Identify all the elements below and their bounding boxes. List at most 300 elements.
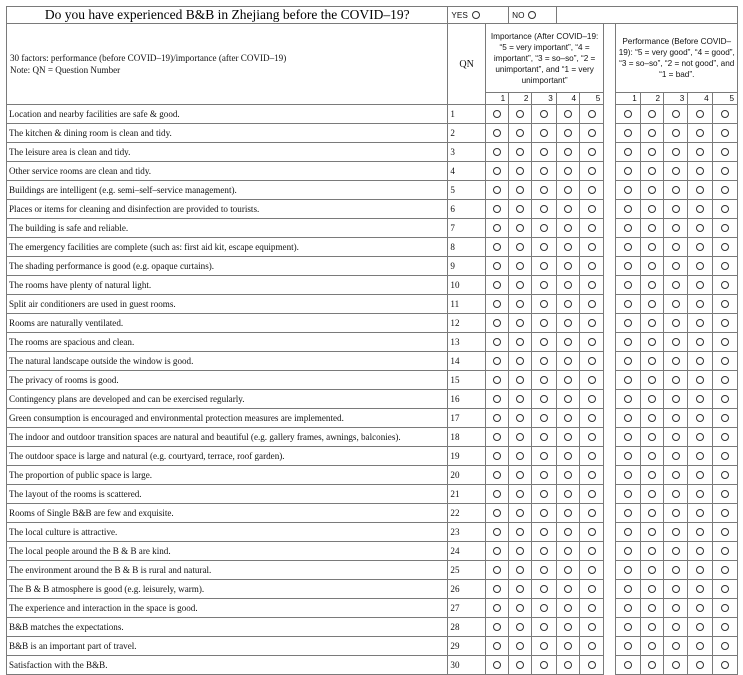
performance-rating-3-cell[interactable] — [664, 219, 688, 238]
importance-rating-5-cell[interactable] — [580, 390, 604, 409]
importance-rating-2-cell[interactable] — [509, 314, 532, 333]
performance-rating-2-radio[interactable] — [648, 148, 656, 156]
importance-rating-1-cell[interactable] — [485, 143, 508, 162]
importance-rating-1-cell[interactable] — [485, 333, 508, 352]
importance-rating-2-radio[interactable] — [516, 186, 524, 194]
performance-rating-2-radio[interactable] — [648, 167, 656, 175]
importance-rating-2-cell[interactable] — [509, 542, 532, 561]
importance-rating-3-radio[interactable] — [540, 547, 548, 555]
importance-rating-2-radio[interactable] — [516, 642, 524, 650]
importance-rating-1-radio[interactable] — [493, 110, 501, 118]
performance-rating-1-radio[interactable] — [624, 452, 632, 460]
importance-rating-4-radio[interactable] — [564, 490, 572, 498]
importance-rating-5-radio[interactable] — [588, 224, 596, 232]
importance-rating-5-cell[interactable] — [580, 599, 604, 618]
importance-rating-2-cell[interactable] — [509, 333, 532, 352]
performance-rating-1-cell[interactable] — [616, 409, 640, 428]
performance-rating-3-cell[interactable] — [664, 656, 688, 675]
importance-rating-4-cell[interactable] — [556, 485, 579, 504]
importance-rating-4-cell[interactable] — [556, 580, 579, 599]
performance-rating-2-cell[interactable] — [640, 466, 663, 485]
importance-rating-5-cell[interactable] — [580, 124, 604, 143]
performance-rating-2-radio[interactable] — [648, 452, 656, 460]
importance-rating-5-radio[interactable] — [588, 414, 596, 422]
performance-rating-2-radio[interactable] — [648, 490, 656, 498]
importance-rating-1-radio[interactable] — [493, 300, 501, 308]
performance-rating-1-cell[interactable] — [616, 561, 640, 580]
importance-rating-3-cell[interactable] — [532, 352, 556, 371]
performance-rating-5-radio[interactable] — [721, 186, 729, 194]
performance-rating-5-cell[interactable] — [712, 561, 737, 580]
importance-rating-5-cell[interactable] — [580, 238, 604, 257]
importance-rating-5-cell[interactable] — [580, 276, 604, 295]
performance-rating-3-cell[interactable] — [664, 295, 688, 314]
performance-rating-3-cell[interactable] — [664, 124, 688, 143]
yes-option[interactable] — [448, 7, 509, 24]
importance-rating-5-radio[interactable] — [588, 566, 596, 574]
performance-rating-4-radio[interactable] — [696, 471, 704, 479]
importance-rating-1-radio[interactable] — [493, 262, 501, 270]
importance-rating-2-radio[interactable] — [516, 110, 524, 118]
performance-rating-2-radio[interactable] — [648, 300, 656, 308]
performance-rating-5-cell[interactable] — [712, 447, 737, 466]
performance-rating-3-radio[interactable] — [672, 205, 680, 213]
importance-rating-5-cell[interactable] — [580, 504, 604, 523]
performance-rating-3-cell[interactable] — [664, 542, 688, 561]
importance-rating-3-cell[interactable] — [532, 105, 556, 124]
performance-rating-5-radio[interactable] — [721, 167, 729, 175]
performance-rating-1-cell[interactable] — [616, 105, 640, 124]
importance-rating-3-radio[interactable] — [540, 167, 548, 175]
performance-rating-4-cell[interactable] — [688, 295, 712, 314]
performance-rating-4-radio[interactable] — [696, 509, 704, 517]
importance-rating-5-radio[interactable] — [588, 471, 596, 479]
performance-rating-4-cell[interactable] — [688, 219, 712, 238]
importance-rating-3-cell[interactable] — [532, 143, 556, 162]
performance-rating-5-radio[interactable] — [721, 376, 729, 384]
performance-rating-4-cell[interactable] — [688, 143, 712, 162]
importance-rating-5-cell[interactable] — [580, 523, 604, 542]
performance-rating-4-cell[interactable] — [688, 333, 712, 352]
importance-rating-3-radio[interactable] — [540, 338, 548, 346]
performance-rating-5-cell[interactable] — [712, 352, 737, 371]
performance-rating-2-cell[interactable] — [640, 428, 663, 447]
importance-rating-4-radio[interactable] — [564, 642, 572, 650]
no-option[interactable] — [509, 7, 557, 24]
importance-rating-2-cell[interactable] — [509, 276, 532, 295]
importance-rating-5-cell[interactable] — [580, 333, 604, 352]
importance-rating-2-radio[interactable] — [516, 262, 524, 270]
importance-rating-1-radio[interactable] — [493, 224, 501, 232]
importance-rating-4-radio[interactable] — [564, 300, 572, 308]
importance-rating-5-cell[interactable] — [580, 295, 604, 314]
performance-rating-1-radio[interactable] — [624, 490, 632, 498]
importance-rating-4-cell[interactable] — [556, 599, 579, 618]
performance-rating-4-cell[interactable] — [688, 523, 712, 542]
importance-rating-2-cell[interactable] — [509, 656, 532, 675]
performance-rating-4-radio[interactable] — [696, 376, 704, 384]
performance-rating-3-cell[interactable] — [664, 352, 688, 371]
importance-rating-2-radio[interactable] — [516, 547, 524, 555]
performance-rating-2-cell[interactable] — [640, 257, 663, 276]
importance-rating-4-cell[interactable] — [556, 333, 579, 352]
performance-rating-1-radio[interactable] — [624, 300, 632, 308]
importance-rating-5-radio[interactable] — [588, 205, 596, 213]
performance-rating-5-radio[interactable] — [721, 129, 729, 137]
performance-rating-2-cell[interactable] — [640, 637, 663, 656]
importance-rating-3-cell[interactable] — [532, 295, 556, 314]
importance-rating-1-cell[interactable] — [485, 352, 508, 371]
performance-rating-4-radio[interactable] — [696, 148, 704, 156]
performance-rating-3-radio[interactable] — [672, 566, 680, 574]
performance-rating-3-cell[interactable] — [664, 162, 688, 181]
importance-rating-1-cell[interactable] — [485, 390, 508, 409]
importance-rating-1-radio[interactable] — [493, 585, 501, 593]
importance-rating-2-cell[interactable] — [509, 428, 532, 447]
performance-rating-5-radio[interactable] — [721, 110, 729, 118]
performance-rating-3-cell[interactable] — [664, 143, 688, 162]
importance-rating-3-cell[interactable] — [532, 371, 556, 390]
performance-rating-1-cell[interactable] — [616, 238, 640, 257]
performance-rating-2-radio[interactable] — [648, 414, 656, 422]
importance-rating-4-radio[interactable] — [564, 205, 572, 213]
performance-rating-3-cell[interactable] — [664, 333, 688, 352]
performance-rating-5-cell[interactable] — [712, 105, 737, 124]
performance-rating-3-radio[interactable] — [672, 547, 680, 555]
importance-rating-2-cell[interactable] — [509, 162, 532, 181]
performance-rating-3-cell[interactable] — [664, 504, 688, 523]
performance-rating-5-radio[interactable] — [721, 319, 729, 327]
performance-rating-2-cell[interactable] — [640, 542, 663, 561]
performance-rating-4-cell[interactable] — [688, 485, 712, 504]
importance-rating-1-cell[interactable] — [485, 162, 508, 181]
performance-rating-2-radio[interactable] — [648, 205, 656, 213]
importance-rating-1-radio[interactable] — [493, 433, 501, 441]
performance-rating-2-cell[interactable] — [640, 390, 663, 409]
importance-rating-4-radio[interactable] — [564, 452, 572, 460]
importance-rating-1-radio[interactable] — [493, 604, 501, 612]
performance-rating-1-cell[interactable] — [616, 200, 640, 219]
performance-rating-5-cell[interactable] — [712, 162, 737, 181]
performance-rating-5-radio[interactable] — [721, 642, 729, 650]
importance-rating-4-radio[interactable] — [564, 243, 572, 251]
performance-rating-3-cell[interactable] — [664, 238, 688, 257]
performance-rating-4-cell[interactable] — [688, 181, 712, 200]
performance-rating-1-radio[interactable] — [624, 566, 632, 574]
performance-rating-4-cell[interactable] — [688, 599, 712, 618]
performance-rating-1-radio[interactable] — [624, 509, 632, 517]
importance-rating-5-cell[interactable] — [580, 466, 604, 485]
performance-rating-2-cell[interactable] — [640, 200, 663, 219]
importance-rating-2-radio[interactable] — [516, 376, 524, 384]
importance-rating-3-cell[interactable] — [532, 238, 556, 257]
performance-rating-4-cell[interactable] — [688, 390, 712, 409]
importance-rating-2-cell[interactable] — [509, 618, 532, 637]
importance-rating-3-radio[interactable] — [540, 376, 548, 384]
importance-rating-4-cell[interactable] — [556, 162, 579, 181]
performance-rating-4-cell[interactable] — [688, 656, 712, 675]
importance-rating-1-radio[interactable] — [493, 338, 501, 346]
importance-rating-4-cell[interactable] — [556, 409, 579, 428]
importance-rating-3-radio[interactable] — [540, 642, 548, 650]
performance-rating-5-radio[interactable] — [721, 490, 729, 498]
performance-rating-2-cell[interactable] — [640, 447, 663, 466]
importance-rating-1-cell[interactable] — [485, 447, 508, 466]
importance-rating-5-radio[interactable] — [588, 585, 596, 593]
importance-rating-1-radio[interactable] — [493, 528, 501, 536]
performance-rating-3-cell[interactable] — [664, 466, 688, 485]
importance-rating-2-cell[interactable] — [509, 599, 532, 618]
performance-rating-3-cell[interactable] — [664, 314, 688, 333]
performance-rating-1-radio[interactable] — [624, 604, 632, 612]
performance-rating-3-radio[interactable] — [672, 319, 680, 327]
importance-rating-3-cell[interactable] — [532, 599, 556, 618]
performance-rating-4-cell[interactable] — [688, 637, 712, 656]
performance-rating-2-cell[interactable] — [640, 504, 663, 523]
performance-rating-1-cell[interactable] — [616, 637, 640, 656]
performance-rating-4-radio[interactable] — [696, 585, 704, 593]
importance-rating-3-cell[interactable] — [532, 200, 556, 219]
performance-rating-4-cell[interactable] — [688, 200, 712, 219]
performance-rating-3-cell[interactable] — [664, 276, 688, 295]
importance-rating-2-cell[interactable] — [509, 257, 532, 276]
performance-rating-5-radio[interactable] — [721, 414, 729, 422]
performance-rating-3-radio[interactable] — [672, 471, 680, 479]
importance-rating-5-radio[interactable] — [588, 433, 596, 441]
performance-rating-2-radio[interactable] — [648, 642, 656, 650]
importance-rating-2-cell[interactable] — [509, 561, 532, 580]
importance-rating-1-radio[interactable] — [493, 376, 501, 384]
performance-rating-3-radio[interactable] — [672, 224, 680, 232]
performance-rating-1-cell[interactable] — [616, 447, 640, 466]
importance-rating-1-cell[interactable] — [485, 485, 508, 504]
performance-rating-1-radio[interactable] — [624, 129, 632, 137]
importance-rating-1-radio[interactable] — [493, 395, 501, 403]
performance-rating-5-cell[interactable] — [712, 637, 737, 656]
performance-rating-5-cell[interactable] — [712, 428, 737, 447]
performance-rating-5-radio[interactable] — [721, 262, 729, 270]
performance-rating-4-cell[interactable] — [688, 504, 712, 523]
importance-rating-2-radio[interactable] — [516, 509, 524, 517]
importance-rating-1-cell[interactable] — [485, 124, 508, 143]
performance-rating-1-radio[interactable] — [624, 547, 632, 555]
performance-rating-5-radio[interactable] — [721, 585, 729, 593]
performance-rating-5-cell[interactable] — [712, 390, 737, 409]
performance-rating-4-cell[interactable] — [688, 257, 712, 276]
performance-rating-1-radio[interactable] — [624, 414, 632, 422]
performance-rating-3-radio[interactable] — [672, 300, 680, 308]
importance-rating-1-radio[interactable] — [493, 319, 501, 327]
importance-rating-2-radio[interactable] — [516, 452, 524, 460]
performance-rating-5-cell[interactable] — [712, 314, 737, 333]
performance-rating-5-cell[interactable] — [712, 143, 737, 162]
importance-rating-1-cell[interactable] — [485, 257, 508, 276]
performance-rating-5-cell[interactable] — [712, 238, 737, 257]
importance-rating-1-radio[interactable] — [493, 148, 501, 156]
importance-rating-3-radio[interactable] — [540, 661, 548, 669]
performance-rating-3-cell[interactable] — [664, 618, 688, 637]
performance-rating-3-cell[interactable] — [664, 447, 688, 466]
importance-rating-1-radio[interactable] — [493, 281, 501, 289]
importance-rating-4-radio[interactable] — [564, 509, 572, 517]
importance-rating-2-radio[interactable] — [516, 205, 524, 213]
importance-rating-1-radio[interactable] — [493, 205, 501, 213]
performance-rating-4-radio[interactable] — [696, 490, 704, 498]
performance-rating-2-cell[interactable] — [640, 181, 663, 200]
performance-rating-2-cell[interactable] — [640, 124, 663, 143]
importance-rating-3-cell[interactable] — [532, 428, 556, 447]
importance-rating-4-cell[interactable] — [556, 371, 579, 390]
importance-rating-4-radio[interactable] — [564, 338, 572, 346]
performance-rating-3-cell[interactable] — [664, 561, 688, 580]
performance-rating-2-cell[interactable] — [640, 371, 663, 390]
importance-rating-3-cell[interactable] — [532, 466, 556, 485]
importance-rating-3-cell[interactable] — [532, 162, 556, 181]
performance-rating-5-cell[interactable] — [712, 523, 737, 542]
importance-rating-2-radio[interactable] — [516, 167, 524, 175]
performance-rating-4-cell[interactable] — [688, 162, 712, 181]
performance-rating-2-radio[interactable] — [648, 604, 656, 612]
importance-rating-3-cell[interactable] — [532, 257, 556, 276]
importance-rating-3-radio[interactable] — [540, 509, 548, 517]
performance-rating-4-radio[interactable] — [696, 281, 704, 289]
importance-rating-3-radio[interactable] — [540, 604, 548, 612]
importance-rating-4-cell[interactable] — [556, 390, 579, 409]
importance-rating-1-radio[interactable] — [493, 243, 501, 251]
performance-rating-5-cell[interactable] — [712, 466, 737, 485]
performance-rating-2-radio[interactable] — [648, 528, 656, 536]
importance-rating-2-cell[interactable] — [509, 504, 532, 523]
importance-rating-1-cell[interactable] — [485, 105, 508, 124]
importance-rating-5-cell[interactable] — [580, 580, 604, 599]
importance-rating-4-radio[interactable] — [564, 319, 572, 327]
performance-rating-5-cell[interactable] — [712, 599, 737, 618]
importance-rating-2-radio[interactable] — [516, 243, 524, 251]
importance-rating-5-cell[interactable] — [580, 485, 604, 504]
performance-rating-3-cell[interactable] — [664, 637, 688, 656]
importance-rating-4-cell[interactable] — [556, 428, 579, 447]
performance-rating-1-cell[interactable] — [616, 333, 640, 352]
importance-rating-5-radio[interactable] — [588, 376, 596, 384]
importance-rating-3-radio[interactable] — [540, 395, 548, 403]
performance-rating-4-cell[interactable] — [688, 124, 712, 143]
importance-rating-5-radio[interactable] — [588, 490, 596, 498]
importance-rating-4-cell[interactable] — [556, 143, 579, 162]
importance-rating-4-cell[interactable] — [556, 656, 579, 675]
performance-rating-4-cell[interactable] — [688, 352, 712, 371]
importance-rating-5-radio[interactable] — [588, 319, 596, 327]
importance-rating-5-radio[interactable] — [588, 623, 596, 631]
performance-rating-1-cell[interactable] — [616, 599, 640, 618]
performance-rating-1-radio[interactable] — [624, 319, 632, 327]
importance-rating-3-cell[interactable] — [532, 523, 556, 542]
importance-rating-2-cell[interactable] — [509, 143, 532, 162]
importance-rating-1-radio[interactable] — [493, 566, 501, 574]
performance-rating-1-radio[interactable] — [624, 205, 632, 213]
performance-rating-1-cell[interactable] — [616, 181, 640, 200]
importance-rating-4-radio[interactable] — [564, 357, 572, 365]
performance-rating-1-radio[interactable] — [624, 167, 632, 175]
importance-rating-3-cell[interactable] — [532, 314, 556, 333]
performance-rating-1-radio[interactable] — [624, 338, 632, 346]
importance-rating-3-cell[interactable] — [532, 333, 556, 352]
performance-rating-4-cell[interactable] — [688, 428, 712, 447]
performance-rating-2-cell[interactable] — [640, 409, 663, 428]
performance-rating-1-radio[interactable] — [624, 262, 632, 270]
importance-rating-2-radio[interactable] — [516, 566, 524, 574]
performance-rating-5-cell[interactable] — [712, 124, 737, 143]
importance-rating-1-cell[interactable] — [485, 561, 508, 580]
performance-rating-4-cell[interactable] — [688, 580, 712, 599]
performance-rating-3-cell[interactable] — [664, 181, 688, 200]
performance-rating-1-cell[interactable] — [616, 656, 640, 675]
importance-rating-2-cell[interactable] — [509, 409, 532, 428]
importance-rating-4-radio[interactable] — [564, 224, 572, 232]
importance-rating-2-cell[interactable] — [509, 390, 532, 409]
importance-rating-3-radio[interactable] — [540, 471, 548, 479]
performance-rating-1-radio[interactable] — [624, 585, 632, 593]
performance-rating-3-radio[interactable] — [672, 338, 680, 346]
performance-rating-2-radio[interactable] — [648, 186, 656, 194]
importance-rating-3-radio[interactable] — [540, 148, 548, 156]
performance-rating-4-radio[interactable] — [696, 186, 704, 194]
performance-rating-5-radio[interactable] — [721, 452, 729, 460]
performance-rating-3-cell[interactable] — [664, 371, 688, 390]
performance-rating-4-cell[interactable] — [688, 447, 712, 466]
performance-rating-2-cell[interactable] — [640, 618, 663, 637]
performance-rating-5-radio[interactable] — [721, 357, 729, 365]
performance-rating-3-radio[interactable] — [672, 414, 680, 422]
importance-rating-5-radio[interactable] — [588, 186, 596, 194]
importance-rating-4-cell[interactable] — [556, 276, 579, 295]
importance-rating-4-cell[interactable] — [556, 124, 579, 143]
importance-rating-5-radio[interactable] — [588, 110, 596, 118]
importance-rating-1-cell[interactable] — [485, 618, 508, 637]
importance-rating-3-radio[interactable] — [540, 585, 548, 593]
importance-rating-1-cell[interactable] — [485, 219, 508, 238]
importance-rating-3-radio[interactable] — [540, 319, 548, 327]
performance-rating-2-cell[interactable] — [640, 162, 663, 181]
performance-rating-4-cell[interactable] — [688, 409, 712, 428]
importance-rating-5-cell[interactable] — [580, 561, 604, 580]
performance-rating-3-radio[interactable] — [672, 490, 680, 498]
performance-rating-3-radio[interactable] — [672, 110, 680, 118]
performance-rating-3-cell[interactable] — [664, 523, 688, 542]
importance-rating-1-radio[interactable] — [493, 509, 501, 517]
importance-rating-1-cell[interactable] — [485, 276, 508, 295]
importance-rating-3-radio[interactable] — [540, 262, 548, 270]
importance-rating-3-radio[interactable] — [540, 566, 548, 574]
importance-rating-3-radio[interactable] — [540, 528, 548, 536]
performance-rating-2-cell[interactable] — [640, 656, 663, 675]
importance-rating-5-radio[interactable] — [588, 452, 596, 460]
importance-rating-2-radio[interactable] — [516, 338, 524, 346]
importance-rating-2-cell[interactable] — [509, 637, 532, 656]
performance-rating-5-radio[interactable] — [721, 566, 729, 574]
importance-rating-5-cell[interactable] — [580, 428, 604, 447]
performance-rating-4-cell[interactable] — [688, 561, 712, 580]
importance-rating-1-cell[interactable] — [485, 466, 508, 485]
performance-rating-2-cell[interactable] — [640, 561, 663, 580]
performance-rating-1-radio[interactable] — [624, 110, 632, 118]
importance-rating-1-cell[interactable] — [485, 314, 508, 333]
importance-rating-3-cell[interactable] — [532, 124, 556, 143]
performance-rating-4-radio[interactable] — [696, 110, 704, 118]
performance-rating-3-radio[interactable] — [672, 243, 680, 251]
importance-rating-2-radio[interactable] — [516, 585, 524, 593]
performance-rating-2-cell[interactable] — [640, 143, 663, 162]
performance-rating-5-radio[interactable] — [721, 509, 729, 517]
